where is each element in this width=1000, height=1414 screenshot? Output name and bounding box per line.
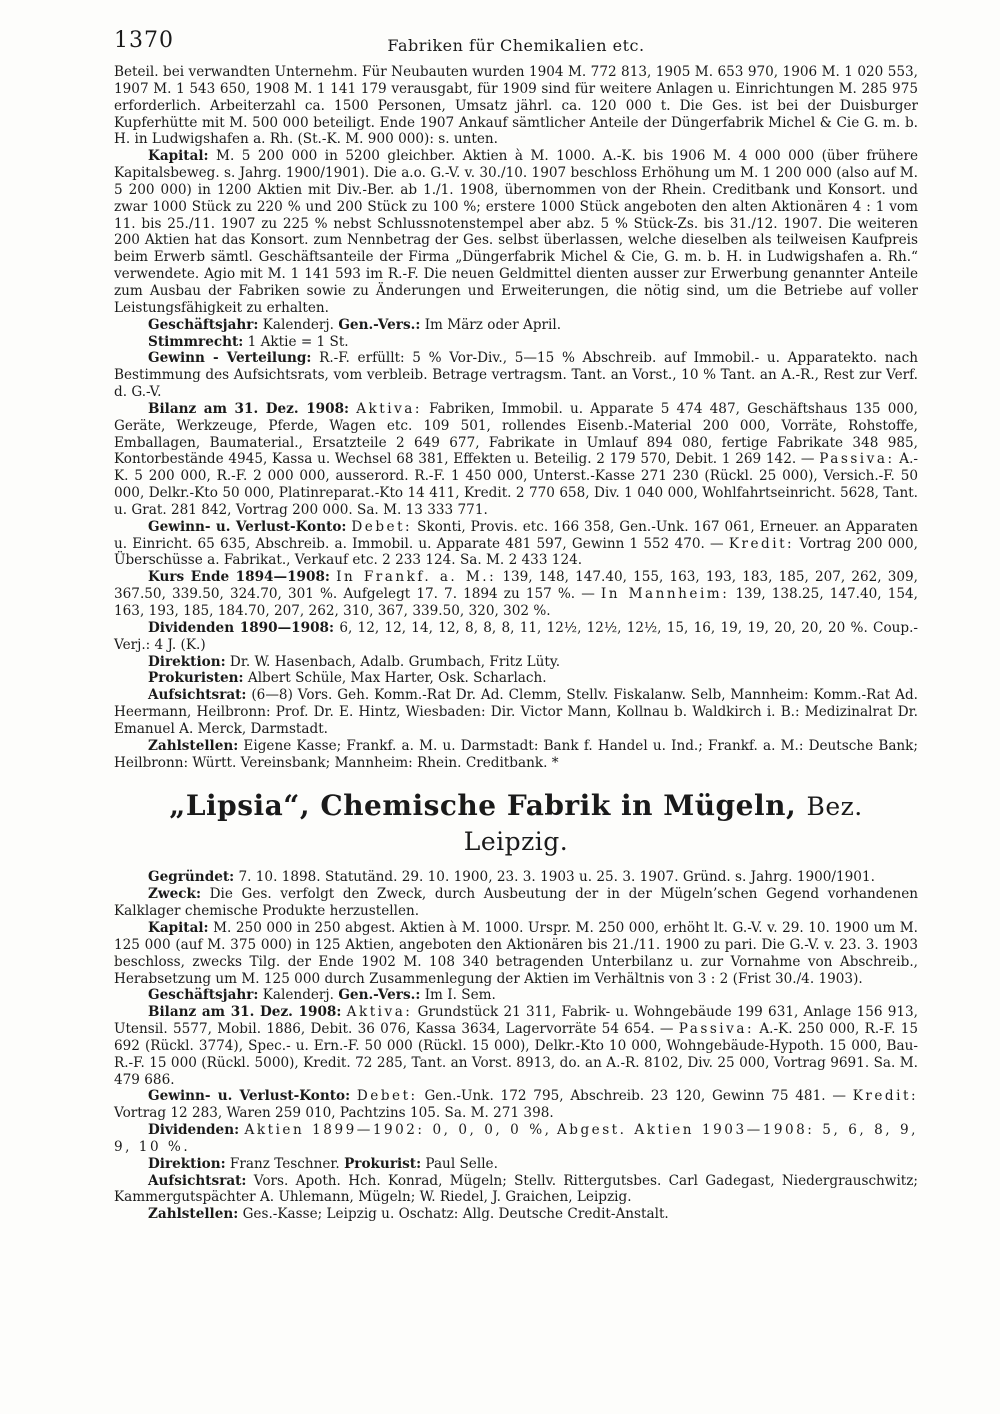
page-header [114, 28, 918, 64]
stimmrecht-entry: Stimmrecht: 1 Aktie = 1 St. [148, 333, 349, 350]
zahlstellen-entry: Zahlstellen: Ges.-Kasse; Leipzig u. Oschatz: Allg. Deutsche Credit-Anstalt. [148, 1206, 669, 1223]
zweck-entry: Zweck: Die Ges. verfolgt den Zweck, durch Ausbeutung der in der Mügeln’schen Gegend vorhandenen Kalklager chemische Produkte herzustellen. [114, 886, 919, 920]
bilanz-entry: Bilanz am 31. Dez. 1908: Aktiva: Grundstück 21 311, Fabrik- u. Wohngebäude 199 631, Anlage 156 913, Utensil. 5577, Mobil. 1886, Debit. 36 076, Kassa 3634, Lagervorräte 54 654. — Passiva: A.-K. 250 000, R.-F. 15 692 (Rückl. 3774), Spec.- u. Ern.-F. 50 000 (Rückl. 15 000), Delkr.-Kto 10 000, Wohngebäude-Hypoth. 15 000, Bau-R.-F. 15 000 (Rückl. 5000), Kredit. 72 285, Tant. an Vorst. 8913, do. an A.-R. 8102, Div. 25 000, Vortrag 9691. Sa. M. 479 686. [114, 1004, 919, 1088]
running-title: Fabriken für Chemikalien etc. [387, 36, 645, 55]
geschaeftsjahr-entry: Geschäftsjahr: Kalenderj. Gen.-Vers.: Im März oder April. [148, 316, 562, 333]
dividenden-entry: Dividenden: Aktien 1899—1902: 0, 0, 0, 0 %, Abgest. Aktien 1903—1908: 5, 6, 8, 9, 9, 10 %. [114, 1122, 918, 1155]
direktion-entry: Direktion: Dr. W. Hasenbach, Adalb. Grumbach, Fritz Lüty. [148, 653, 561, 670]
gewinn-verlust-entry: Gewinn- u. Verlust-Konto: Debet: Skonti, Provis. etc. 166 358, Gen.-Unk. 167 061, Erneuer. an Apparaten u. Einricht. 65 635, Abschreib. a. Immobil. u. Apparate 481 597, Gewinn 1 552 470. — Kredit: Vortrag 200 000, Überschüsse a. Fabrikat., Verkauf etc. 2 233 124. Sa. M. 2 433 124. [114, 518, 919, 569]
gewinn-verteilung-entry: Gewinn - Verteilung: R.-F. erfüllt: 5 % Vor-Div., 5—15 % Abschreib. auf Immobil.- u. Apparatekto. nach Bestimmung des Aufsichtsrats, vom verbleib. Betrage vertragsm. Tant. an Vorst., 10 % Tant. an A.-R., Rest zur Verf. d. G.-V. [114, 350, 918, 401]
kurs-entry: Kurs Ende 1894—1908: In Frankf. a. M.: 139, 148, 147.40, 155, 163, 193, 183, 185, 207, 262, 309, 367.50, 339.50, 324.70, 301 %. Aufgelegt 17. 7. 1894 zu 157 %. — In Mannheim: 139, 138.25, 147.40, 154, 163, 193, 185, 184.70, 207, 262, 310, 367, 339.50, 320, 302 %. [114, 569, 919, 619]
company-title: „Lipsia“, Chemische Fabrik in Mügeln, Bez. Leipzig. [169, 789, 863, 857]
kapital-entry: Kapital: M. 5 200 000 in 5200 gleichber. Aktien à M. 1000. A.-K. bis 1906 M. 4 000 000 (über frühere Kapitalsbeweg. s. Jahrg. 1900/1901). Die a.o. G.-V. v. 30./10. 1907 beschloss Erhöhung um M. 1 200 000 (also auf M. 5 200 000) in 1200 Aktien mit Div.-Ber. ab 1./1. 1908, übernommen von der Rhein. Creditbank und Konsort. und zwar 1000 Stück zu 220 % und 200 Stück zu 100 %; erstere 1000 Stück angeboten den alten Aktionären 4 : 1 vom 11. bis 25./11. 1907 zu 225 % nebst Schlussnotenstempel aber abz. 5 % Stück-Zs. bis 31./12. 1907. Die weiteren 200 Aktien hat das Konsort. zum Nennbetrag der Ges. selbst überlassen, welche dieselben als teilweisen Kaufpreis beim Erwerb sämtl. Geschäftsanteile der Firma „Düngerfabrik Michel & Cie, G. m. b. H. in Ludwigshafen a. Rh.“ verwendete. Agio mit M. 1 141 593 im R.-F. Die neuen Geldmittel dienten ausser zur Erwerbung genannter Anteile zum Ausbau der Fabriken sowie zu Änderungen und Erweiterungen, die nötig sind, um die Betriebe auf voller Leistungsfähigkeit zu erhalten. [114, 148, 918, 316]
prokuristen-entry: Prokuristen: Albert Schüle, Max Harter, Osk. Scharlach. [148, 670, 547, 687]
bilanz-entry: Bilanz am 31. Dez. 1908: Aktiva: Fabriken, Immobil. u. Apparate 5 474 487, Geschäftshaus 135 000, Geräte, Werkzeuge, Pferde, Wagen etc. 109 501, rollendes Eisenb.-Material 200 000, Vorräte, Rohstoffe, Emballagen, Baumaterial., Ersatzteile 2 649 677, Fabrikate in Umlauf 894 080, fertige Fabrikate 348 985, Kontorbestände 4945, Kassa u. Wechsel 68 381, Effekten u. Beteilig. 2 179 570, Debit. 1 269 142. — Passiva: A.-K. 5 200 000, R.-F. 2 000 000, ausserord. R.-F. 1 450 000, Unterst.-Kasse 271 230 (Rückl. 25 000), Versich.-F. 50 000, Delkr.-Kto 50 000, Platinreparat.-Kto 14 411, Kredit. 2 770 658, Div. 1 040 000, Wohlfahrtseinricht. 5628, Tant. u. Grat. 281 842, Vortrag 200 000. Sa. M. 13 333 771. [114, 400, 918, 518]
direktion-entry: Direktion: Franz Teschner. Prokurist: Paul Selle. [148, 1155, 498, 1172]
dividenden-entry: Dividenden 1890—1908: 6, 12, 12, 14, 12, 8, 8, 8, 11, 12½, 12½, 12½, 15, 16, 19, 19, 20, 20, 20 %. Coup.-Verj.: 4 J. (K.) [114, 619, 918, 653]
gegruendet-entry: Gegründet: 7. 10. 1898. Statutänd. 29. 10. 1900, 23. 3. 1903 u. 25. 3. 1907. Gründ. s. Jahrg. 1900/1901. [148, 869, 875, 886]
gewinn-verlust-entry: Gewinn- u. Verlust-Konto: Debet: Gen.-Unk. 172 795, Abschreib. 23 120, Gewinn 75 481. — Kredit: Vortrag 12 283, Waren 259 010, Pachtzins 105. Sa. M. 271 398. [114, 1088, 919, 1122]
aufsichtsrat-entry: Aufsichtsrat: (6—8) Vors. Geh. Komm.-Rat Dr. Ad. Clemm, Stellv. Fiskalanw. Selb, Mannheim: Komm.-Rat Ad. Heermann, Heilbronn: Prof. Dr. E. Hintz, Wiesbaden: Dir. Victor Mann, Kollnau b. Waldkirch i. B.: Medizinalrat Dr. Emanuel A. Merck, Darmstadt. [114, 687, 918, 737]
section-lipsia [114, 869, 918, 1223]
intro-paragraph: Beteil. bei verwandten Unternehm. Für Neubauten wurden 1904 M. 772 813, 1905 M. 653 970, 1906 M. 1 020 553, 1907 M. 1 543 650, 1908 M. 1 141 179 verausgabt, für 1909 sind für weitere Anlagen u. Einrichtungen M. 285 975 erforderlich. Arbeiterzahl ca. 1500 Personen, Umsatz jährl. ca. 120 000 t. Die Ges. ist bei der Duisburger Kupferhütte mit M. 500 000 beteiligt. Ende 1907 Ankauf sämtlicher Anteile der Düngerfabrik Michel & Cie G. m. b. H. in Ludwigshafen a. Rh. (St.-K. M. 900 000): s. unten. [114, 64, 918, 148]
kapital-entry: Kapital: M. 250 000 in 250 abgest. Aktien à M. 1000. Urspr. M. 250 000, erhöht lt. G.-V. v. 29. 10. 1900 um M. 125 000 (auf M. 375 000) in 125 Aktien, angeboten den Aktionären bis 21./11. 1900 zu pari. Die G.-V. v. 23. 3. 1903 beschloss, zwecks Tilg. der Ende 1902 M. 108 340 betragenden Unterbilanz u. zur Vornahme von Abschreib., Herabsetzung um M. 125 000 durch Zusammenlegung der Aktien im Verhältnis von 3 : 2 (Frist 30./4. 1903). [114, 919, 919, 987]
aufsichtsrat-entry: Aufsichtsrat: Vors. Apoth. Hch. Konrad, Mügeln; Stellv. Rittergutsbes. Carl Gadegast, Niedergrauschwitz; Kammergutspächter A. Uhlemann, Mügeln; W. Riedel, J. Graichen, Leipzig. [114, 1172, 918, 1206]
zahlstellen-entry: Zahlstellen: Eigene Kasse; Frankf. a. M. u. Darmstadt: Bank f. Handel u. Ind.; Frankf. a. M.: Deutsche Bank; Heilbronn: Württ. Vereinsbank; Mannheim: Rhein. Creditbank. * [114, 737, 918, 771]
geschaeftsjahr-entry: Geschäftsjahr: Kalenderj. Gen.-Vers.: Im I. Sem. [148, 987, 496, 1004]
section-previous-company [114, 64, 918, 771]
page-number: 1370 [114, 28, 174, 53]
